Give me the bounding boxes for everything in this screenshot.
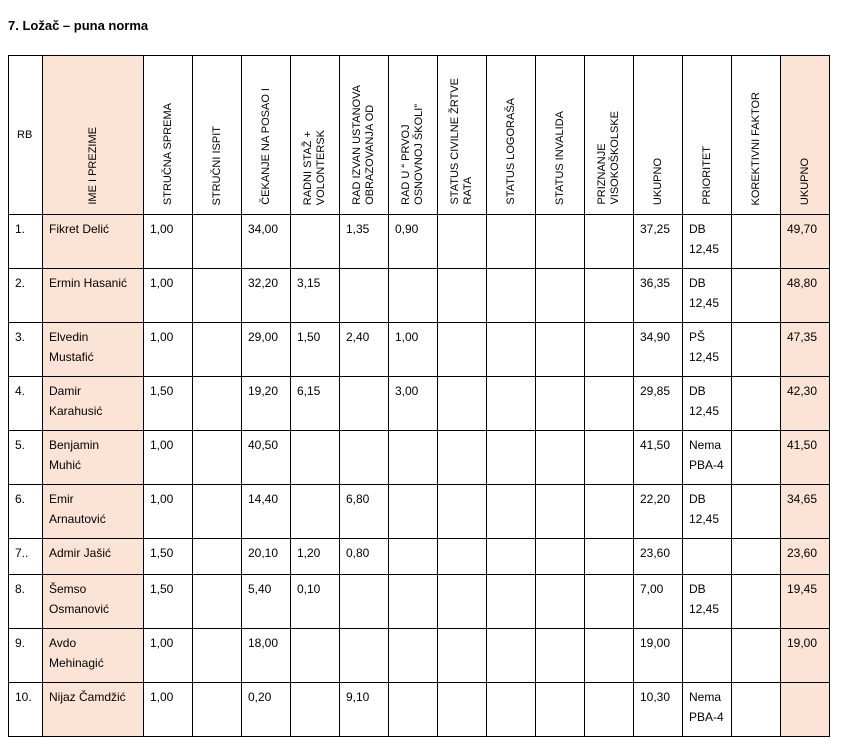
table-row (9, 431, 830, 485)
table-cell: 19,20 (242, 377, 291, 431)
table-cell: 5,40 (242, 575, 291, 629)
table-cell (781, 683, 830, 737)
table-cell: 29,00 (242, 323, 291, 377)
table-cell: DB 12,45 (683, 269, 732, 323)
table-cell (585, 485, 634, 539)
table-cell: 1,00 (144, 215, 193, 269)
ranking-table (8, 55, 830, 737)
table-cell: 8. (9, 575, 43, 629)
table-cell: 1,00 (144, 431, 193, 485)
table-cell (193, 269, 242, 323)
table-cell (536, 539, 585, 575)
column-header: PRIORITET (683, 56, 732, 215)
table-cell (487, 323, 536, 377)
column-header: ČEKANJE NA POSAO I (242, 56, 291, 215)
table-cell: 41,50 (634, 431, 683, 485)
table-cell: 1,50 (144, 377, 193, 431)
table-cell: Fikret Delić (43, 215, 144, 269)
table-cell: Damir Karahusić (43, 377, 144, 431)
table-cell (732, 485, 781, 539)
table-cell: 1,00 (389, 323, 438, 377)
table-cell: Avdo Mehinagić (43, 629, 144, 683)
table-cell (193, 377, 242, 431)
column-header: STRUČNA SPREMA (144, 56, 193, 215)
table-cell: Nema PBA-4 (683, 431, 732, 485)
table-cell (340, 575, 389, 629)
table-cell (536, 215, 585, 269)
table-cell: 9. (9, 629, 43, 683)
table-cell (193, 215, 242, 269)
table-cell (732, 575, 781, 629)
table-cell: 1,50 (144, 575, 193, 629)
table-cell: 1,35 (340, 215, 389, 269)
table-cell (340, 431, 389, 485)
table-cell: 0,10 (291, 575, 340, 629)
table-cell: 7.. (9, 539, 43, 575)
table-cell (732, 215, 781, 269)
table-cell: 5. (9, 431, 43, 485)
table-row (9, 629, 830, 683)
table-row (9, 323, 830, 377)
table-cell (291, 431, 340, 485)
table-cell: 37,25 (634, 215, 683, 269)
table-cell: 7,00 (634, 575, 683, 629)
table-cell (536, 485, 585, 539)
table-cell (193, 629, 242, 683)
table-cell (291, 485, 340, 539)
table-cell (585, 539, 634, 575)
table-cell: 1,00 (144, 629, 193, 683)
table-cell: 22,20 (634, 485, 683, 539)
table-cell (438, 629, 487, 683)
table-cell (487, 539, 536, 575)
table-cell (732, 539, 781, 575)
table-cell (487, 485, 536, 539)
table-cell: PŠ 12,45 (683, 323, 732, 377)
table-cell (487, 683, 536, 737)
table-cell: 6. (9, 485, 43, 539)
table-cell: Admir Jašić (43, 539, 144, 575)
table-cell (389, 575, 438, 629)
column-header: STATUS INVALIDA (536, 56, 585, 215)
table-cell: 6,80 (340, 485, 389, 539)
table-cell: 1. (9, 215, 43, 269)
table-cell (193, 539, 242, 575)
table-cell: 1,00 (144, 269, 193, 323)
table-cell (683, 539, 732, 575)
table-cell (438, 431, 487, 485)
table-cell (487, 377, 536, 431)
table-row (9, 575, 830, 629)
table-cell (438, 683, 487, 737)
table-cell (585, 323, 634, 377)
table-cell (193, 485, 242, 539)
table-cell (536, 323, 585, 377)
table-cell: Elvedin Mustafić (43, 323, 144, 377)
table-cell: 48,80 (781, 269, 830, 323)
table-cell (291, 683, 340, 737)
table-cell: 2. (9, 269, 43, 323)
column-header: RAD U “ PRVOJ OSNOVNOJ ŠKOLI” (389, 56, 438, 215)
table-cell (536, 629, 585, 683)
column-header: RB (9, 56, 43, 215)
table-cell (732, 683, 781, 737)
table-cell (732, 323, 781, 377)
table-cell: 14,40 (242, 485, 291, 539)
table-cell (536, 575, 585, 629)
table-cell: 0,20 (242, 683, 291, 737)
table-cell: Emir Arnautović (43, 485, 144, 539)
table-cell (438, 323, 487, 377)
table-row (9, 269, 830, 323)
table-cell: 1,00 (144, 323, 193, 377)
table-cell: 10,30 (634, 683, 683, 737)
table-cell: 2,40 (340, 323, 389, 377)
column-header: PRIZNANJE VISOKOŠKOLSKE (585, 56, 634, 215)
table-cell: 20,10 (242, 539, 291, 575)
table-cell (340, 629, 389, 683)
table-cell (193, 683, 242, 737)
table-cell: 0,90 (389, 215, 438, 269)
table-cell: 19,00 (634, 629, 683, 683)
table-row (9, 485, 830, 539)
table-cell (683, 629, 732, 683)
table-cell: 18,00 (242, 629, 291, 683)
column-header: UKUPNO (781, 56, 830, 215)
table-cell (536, 431, 585, 485)
column-header: STATUS CIVILNE ŽRTVE RATA (438, 56, 487, 215)
table-cell: Šemso Osmanović (43, 575, 144, 629)
table-cell (487, 629, 536, 683)
column-header: IME I PREZIME (43, 56, 144, 215)
table-cell: Nema PBA-4 (683, 683, 732, 737)
table-cell: Benjamin Muhić (43, 431, 144, 485)
table-cell (585, 629, 634, 683)
table-cell: 34,90 (634, 323, 683, 377)
table-cell: 3. (9, 323, 43, 377)
table-cell: 9,10 (340, 683, 389, 737)
table-cell (585, 269, 634, 323)
column-header: UKUPNO (634, 56, 683, 215)
table-cell (389, 539, 438, 575)
table-cell: 49,70 (781, 215, 830, 269)
table-cell: 1,50 (291, 323, 340, 377)
table-cell: 10. (9, 683, 43, 737)
table-cell: 0,80 (340, 539, 389, 575)
table-cell (389, 485, 438, 539)
table-cell (487, 575, 536, 629)
table-cell: 19,00 (781, 629, 830, 683)
table-cell (291, 215, 340, 269)
column-header: STATUS LOGORAŠA (487, 56, 536, 215)
table-cell (487, 215, 536, 269)
table-cell: 40,50 (242, 431, 291, 485)
table-cell (487, 269, 536, 323)
table-cell: DB 12,45 (683, 575, 732, 629)
page-title: 7. Ložač – puna norma (8, 18, 149, 33)
table-cell: DB 12,45 (683, 215, 732, 269)
table-cell: 41,50 (781, 431, 830, 485)
table-cell: 1,00 (144, 485, 193, 539)
header-row (9, 56, 830, 215)
table-cell (536, 377, 585, 431)
table-cell (438, 575, 487, 629)
table-cell (487, 431, 536, 485)
column-header: STRUČNI ISPIT (193, 56, 242, 215)
table-cell: 47,35 (781, 323, 830, 377)
table-cell: DB 12,45 (683, 377, 732, 431)
table-cell: 34,65 (781, 485, 830, 539)
table-cell (536, 269, 585, 323)
table-cell (389, 431, 438, 485)
table-cell (389, 629, 438, 683)
table-cell (438, 485, 487, 539)
table-cell (389, 269, 438, 323)
table-cell: Nijaz Čamdžić (43, 683, 144, 737)
table-cell (438, 539, 487, 575)
table-cell (585, 377, 634, 431)
table-cell: 19,45 (781, 575, 830, 629)
table-cell: 6,15 (291, 377, 340, 431)
column-header: RAD IZVAN USTANOVA OBRAZOVANJA OD (340, 56, 389, 215)
table-cell: 36,35 (634, 269, 683, 323)
table-cell (193, 431, 242, 485)
table-cell (389, 683, 438, 737)
table-cell (732, 629, 781, 683)
table-cell: Ermin Hasanić (43, 269, 144, 323)
table-cell (193, 575, 242, 629)
table-cell (340, 269, 389, 323)
table-cell: 32,20 (242, 269, 291, 323)
table-row (9, 539, 830, 575)
table-cell (291, 629, 340, 683)
table-cell (732, 431, 781, 485)
table-cell: 23,60 (634, 539, 683, 575)
table-cell: 1,00 (144, 683, 193, 737)
table-cell: 23,60 (781, 539, 830, 575)
table-cell (585, 215, 634, 269)
table-row (9, 683, 830, 737)
table-cell (340, 377, 389, 431)
column-header: KOREKTIVNI FAKTOR (732, 56, 781, 215)
column-header: RADNI STAŽ + VOLONTERSK (291, 56, 340, 215)
table-cell (585, 683, 634, 737)
table-cell: 1,50 (144, 539, 193, 575)
table-cell: 1,20 (291, 539, 340, 575)
table-cell: 4. (9, 377, 43, 431)
table-cell (438, 215, 487, 269)
table-cell (438, 377, 487, 431)
table-cell (585, 431, 634, 485)
table-cell: 3,15 (291, 269, 340, 323)
table-cell (732, 377, 781, 431)
table-cell (536, 683, 585, 737)
table-cell (732, 269, 781, 323)
table-cell: 29,85 (634, 377, 683, 431)
table-cell (438, 269, 487, 323)
table-cell (585, 575, 634, 629)
table-row (9, 377, 830, 431)
table-row (9, 215, 830, 269)
table-cell (193, 323, 242, 377)
table-cell: 34,00 (242, 215, 291, 269)
table-cell: 3,00 (389, 377, 438, 431)
table-cell: 42,30 (781, 377, 830, 431)
table-cell: DB 12,45 (683, 485, 732, 539)
